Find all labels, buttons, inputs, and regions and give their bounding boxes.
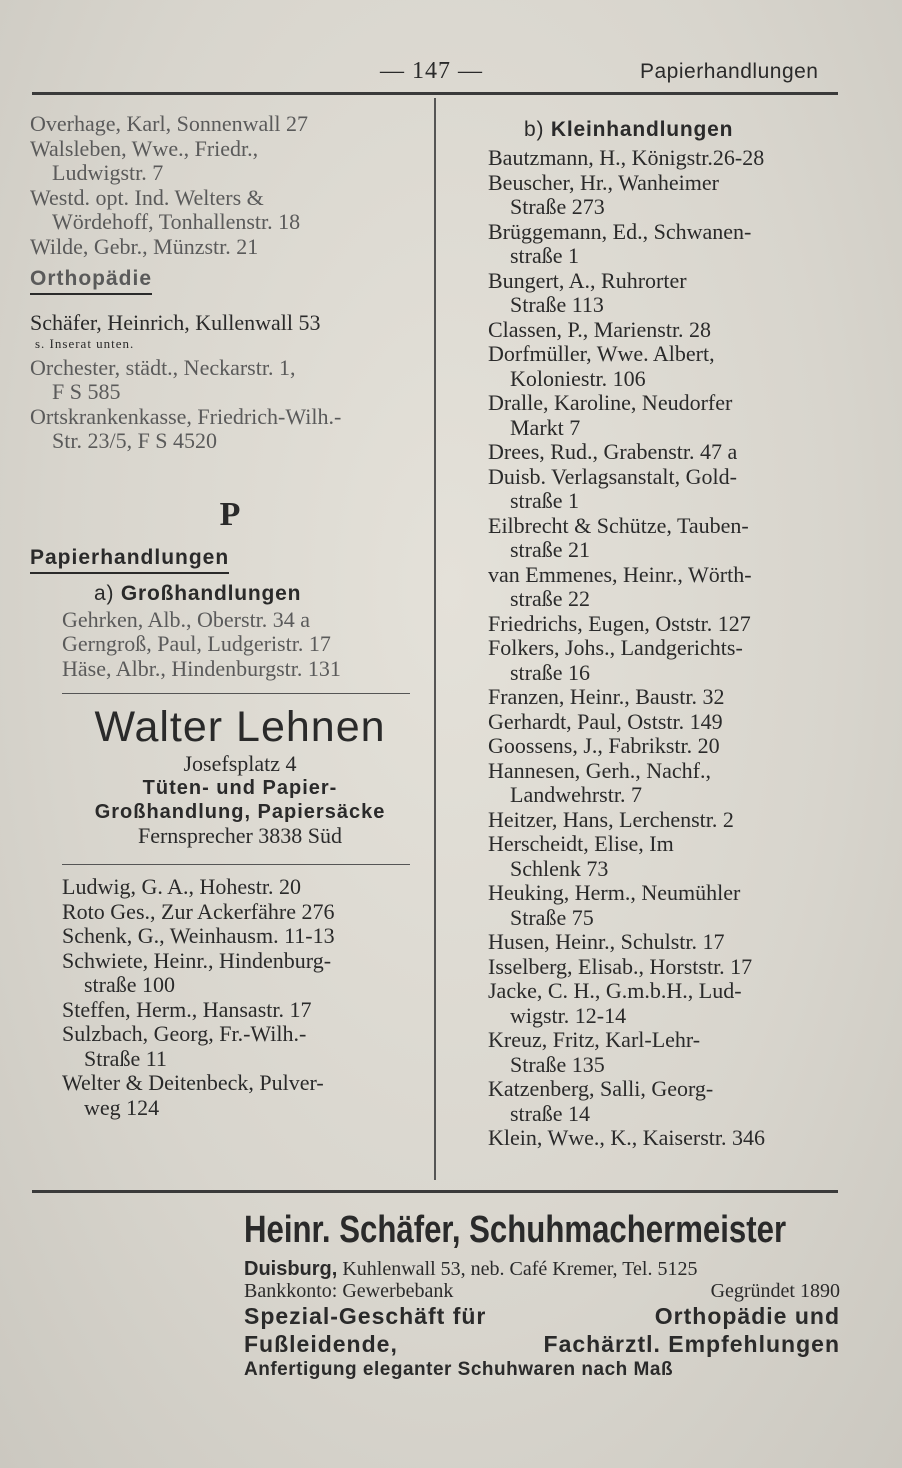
list-item xyxy=(488,832,848,881)
ad-foot-a: Fußleidende, xyxy=(244,1331,398,1357)
entry-line: Dralle, Karoline, Neudorfer xyxy=(488,390,733,415)
subheading-label: Kleinhandlungen xyxy=(550,118,734,141)
entry-line-2: straße 100 xyxy=(84,972,176,997)
ad-special-row xyxy=(244,1302,840,1330)
list-item xyxy=(62,900,430,925)
entry-line-2: straße 1 xyxy=(510,243,580,268)
top-entries xyxy=(30,112,430,259)
entry-line-2: straße 1 xyxy=(510,488,580,513)
list-item xyxy=(488,563,848,612)
ad-special-a: Spezial-Geschäft für xyxy=(244,1303,487,1329)
list-item xyxy=(488,146,848,171)
entry-line-2: Wördehoff, Tonhallenstr. 18 xyxy=(52,209,301,234)
left-column xyxy=(30,112,430,1120)
list-item xyxy=(30,186,430,235)
entry-line: Welter & Deitenbeck, Pulver- xyxy=(62,1070,324,1095)
list-item xyxy=(62,1071,430,1120)
entry-line-2: Straße 11 xyxy=(84,1045,167,1071)
entry-line: Steffen, Herm., Hansastr. 17 xyxy=(62,996,312,1022)
entry-line: Gerhardt, Paul, Oststr. 149 xyxy=(488,708,723,734)
ad-phone: Fernsprecher 3838 Süd xyxy=(137,823,343,848)
lower-entries xyxy=(30,875,430,1120)
list-item xyxy=(488,269,848,318)
list-item xyxy=(30,356,430,405)
orthopaedie-heading: Orthopädie xyxy=(30,267,152,295)
entry-line-2: straße 21 xyxy=(510,537,591,562)
list-item: Gerngroß, Paul, Ludgeristr. 17 xyxy=(62,631,331,656)
list-item xyxy=(62,998,430,1023)
entry-line-2: F S 585 xyxy=(52,379,121,404)
entry-line: Ludwig, G. A., Hohestr. 20 xyxy=(62,874,301,899)
gross-entries xyxy=(30,608,430,682)
gross-subheading xyxy=(30,582,430,606)
list-item xyxy=(488,979,848,1028)
column-divider xyxy=(434,98,436,1180)
entry-line-2: Ludwigstr. 7 xyxy=(52,160,164,185)
ad-line-1: Tüten- und Papier- xyxy=(142,777,338,799)
list-item xyxy=(30,137,430,186)
entry-line: Hannesen, Gerh., Nachf., xyxy=(488,757,711,783)
list-item xyxy=(488,930,848,955)
ad-foot-row xyxy=(244,1330,840,1358)
list-item xyxy=(30,112,430,137)
entry-line-2: Str. 23/5, F S 4520 xyxy=(52,428,218,453)
entry-line: Katzenberg, Salli, Georg- xyxy=(488,1076,714,1101)
entry-line-2: Straße 113 xyxy=(510,292,604,317)
list-item xyxy=(488,391,848,440)
entry-line: Walsleben, Wwe., Friedr., xyxy=(30,135,259,161)
top-rule xyxy=(32,92,838,95)
entry-line: Klein, Wwe., K., Kaiserstr. 346 xyxy=(488,1125,765,1150)
entry-line: Dorfmüller, Wwe. Albert, xyxy=(488,341,715,366)
list-item xyxy=(488,612,848,637)
ad-company-name: Walter Lehnen xyxy=(94,703,386,751)
entry-line: Ortskrankenkasse, Friedrich-Wilh.- xyxy=(30,403,342,429)
entry-line: Goossens, J., Fabrikstr. 20 xyxy=(488,733,720,758)
list-item xyxy=(488,342,848,391)
list-item xyxy=(488,710,848,735)
entry-line-2: weg 124 xyxy=(84,1094,160,1120)
right-column xyxy=(488,118,848,1151)
list-item xyxy=(488,318,848,343)
subheading-prefix: a) xyxy=(94,581,115,605)
klein-subheading xyxy=(488,118,848,142)
entry-line: Roto Ges., Zur Ackerfähre 276 xyxy=(62,898,335,924)
entry-line: Kreuz, Fritz, Karl-Lehr- xyxy=(488,1027,701,1052)
ad-rule-top xyxy=(62,693,410,694)
list-item xyxy=(488,759,848,808)
list-item xyxy=(488,1028,848,1077)
entry-line: Westd. opt. Ind. Welters & xyxy=(30,184,264,210)
klein-entries xyxy=(488,146,848,1151)
list-item xyxy=(488,465,848,514)
ad-bank: Bankkonto: Gewerbebank xyxy=(244,1280,454,1302)
ad-title: Heinr. Schäfer, Schuhmachermeister xyxy=(244,1209,787,1251)
entry-line: Schwiete, Heinr., Hindenburg- xyxy=(62,947,332,973)
entry-line-2: Schlenk 73 xyxy=(510,855,609,881)
bottom-rule xyxy=(32,1190,838,1193)
entry-line: Classen, P., Marienstr. 28 xyxy=(488,316,712,342)
ad-address: Josefsplatz 4 xyxy=(183,751,297,776)
entry-line-2: Markt 7 xyxy=(510,414,581,440)
list-item xyxy=(30,405,430,454)
ad-special-b: Orthopädie und xyxy=(654,1303,840,1329)
list-item xyxy=(488,1077,848,1126)
list-item xyxy=(30,235,430,260)
list-item xyxy=(488,955,848,980)
entry-line-2: Straße 273 xyxy=(510,194,605,219)
ad-founded: Gegründet 1890 xyxy=(710,1280,840,1302)
entry-line: Bautzmann, H., Königstr.26-28 xyxy=(488,145,765,170)
entry-line: Brüggemann, Ed., Schwanen- xyxy=(488,218,752,244)
entry-line: van Emmenes, Heinr., Wörth- xyxy=(488,561,752,587)
list-item xyxy=(62,1022,430,1071)
schaefer-ad xyxy=(244,1206,840,1382)
entry-line: Herscheidt, Elise, Im xyxy=(488,831,674,856)
entry-line: Isselberg, Elisab., Horststr. 17 xyxy=(488,953,753,979)
subheading-label: Großhandlungen xyxy=(120,581,302,605)
ad-address-row xyxy=(244,1258,840,1280)
entry-line-2: straße 14 xyxy=(510,1100,591,1126)
ad-bank-row xyxy=(244,1280,840,1302)
running-title: Papierhandlungen xyxy=(640,60,819,83)
entry-line-2: Straße 135 xyxy=(510,1051,605,1077)
list-item xyxy=(488,881,848,930)
ad-city: Duisburg, xyxy=(244,1258,338,1280)
inserat-note: s. Inserat unten. xyxy=(35,335,135,351)
list-item xyxy=(488,514,848,563)
entry-line: Folkers, Johs., Landgerichts- xyxy=(488,635,743,660)
ad-address: Kuhlenwall 53, neb. Café Kremer, Tel. 5125 xyxy=(342,1258,698,1280)
ad-foot-b: Fachärztl. Empfehlungen xyxy=(543,1331,840,1357)
list-item xyxy=(488,220,848,269)
schaefer-entry: Schäfer, Heinrich, Kullenwall 53 xyxy=(30,310,321,335)
entry-line: Friedrichs, Eugen, Oststr. 127 xyxy=(488,610,751,636)
list-item xyxy=(62,924,430,949)
list-item xyxy=(488,636,848,685)
ad-last-line: Anfertigung eleganter Schuhwaren nach Maß xyxy=(244,1359,674,1380)
list-item xyxy=(488,1126,848,1151)
entry-line: Heuking, Herm., Neumühler xyxy=(488,880,741,905)
entry-line: Bungert, A., Ruhrorter xyxy=(488,267,687,293)
list-item xyxy=(62,949,430,998)
entry-line-2: straße 22 xyxy=(510,586,591,611)
list-item xyxy=(488,808,848,833)
entry-line: Sulzbach, Georg, Fr.-Wilh.- xyxy=(62,1021,307,1046)
list-item: Häse, Albr., Hindenburgstr. 131 xyxy=(62,655,341,681)
ad-rule-bottom xyxy=(62,864,410,865)
more-entries xyxy=(30,356,430,454)
entry-line: Duisb. Verlagsanstalt, Gold- xyxy=(488,463,737,489)
entry-line-2: Landwehrstr. 7 xyxy=(510,782,642,807)
entry-line: Heitzer, Hans, Lerchenstr. 2 xyxy=(488,806,734,832)
entry-line: Orchester, städt., Neckarstr. 1, xyxy=(30,354,296,380)
list-item: Gehrken, Alb., Oberstr. 34 a xyxy=(62,606,311,632)
entry-line: Schenk, G., Weinhausm. 11-13 xyxy=(62,923,335,948)
ad-line-2: Großhandlung, Papiersäcke xyxy=(94,801,386,823)
entry-line-2: wigstr. 12-14 xyxy=(510,1002,627,1028)
list-item xyxy=(488,734,848,759)
page-number: — 147 — xyxy=(380,58,483,84)
entry-line: Wilde, Gebr., Münzstr. 21 xyxy=(30,233,259,259)
entry-line: Franzen, Heinr., Baustr. 32 xyxy=(488,684,725,709)
entry-line-2: Koloniestr. 106 xyxy=(510,365,646,391)
entry-line: Eilbrecht & Schütze, Tauben- xyxy=(488,512,749,538)
entry-line: Overhage, Karl, Sonnenwall 27 xyxy=(30,111,308,136)
subheading-prefix: b) xyxy=(524,118,545,141)
lehnen-ad xyxy=(30,702,430,848)
entry-line: Beuscher, Hr., Wanheimer xyxy=(488,169,719,195)
entry-line-2: straße 16 xyxy=(510,659,591,685)
papier-heading: Papierhandlungen xyxy=(30,546,229,574)
entry-line: Husen, Heinr., Schulstr. 17 xyxy=(488,929,725,954)
entry-line-2: Straße 75 xyxy=(510,904,594,930)
list-item xyxy=(488,440,848,465)
section-letter: P xyxy=(219,495,241,533)
list-item xyxy=(488,171,848,220)
list-item xyxy=(62,875,430,900)
list-item xyxy=(488,685,848,710)
entry-line: Jacke, C. H., G.m.b.H., Lud- xyxy=(488,978,742,1003)
entry-line: Drees, Rud., Grabenstr. 47 a xyxy=(488,439,738,464)
